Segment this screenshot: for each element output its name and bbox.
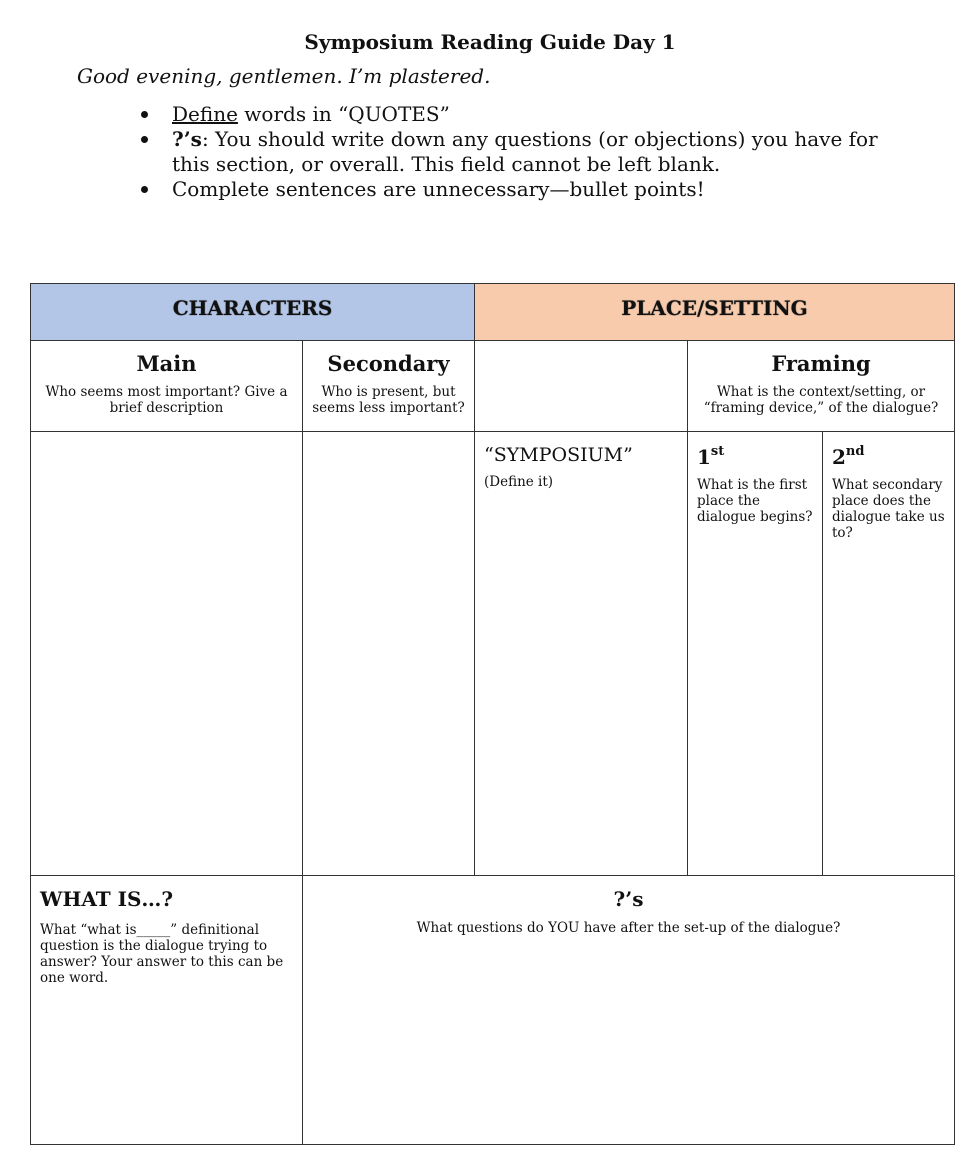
- symposium-desc: (Define it): [484, 474, 554, 490]
- characters-header: [30, 283, 475, 341]
- main-title: Main: [136, 351, 197, 376]
- instruction-lead: Define: [172, 102, 238, 126]
- bullet-icon: [141, 186, 148, 193]
- secondary-title: Secondary: [327, 351, 450, 376]
- second-place-title: [832, 444, 954, 469]
- instruction-text: : You should write down any questions (or objections) you have for this section, or overall. This field cannot be left blank.: [172, 127, 878, 176]
- second-place-cell[interactable]: [822, 431, 955, 876]
- what-is-title: WHAT IS…?: [40, 887, 174, 911]
- symposium-title: “SYMPOSIUM”: [484, 444, 633, 466]
- first-number: 1: [697, 445, 711, 469]
- instruction-text: words in “QUOTES”: [237, 102, 450, 126]
- instruction-bullets: [141, 177, 901, 202]
- framing-title: Framing: [771, 351, 871, 376]
- instruction-text: Complete sentences are unnecessary—bullet points!: [172, 177, 705, 201]
- secondary-desc: Who is present, but seems less important?: [312, 384, 465, 416]
- main-desc: Who seems most important? Give a brief description: [45, 384, 288, 416]
- bullet-icon: [141, 136, 148, 143]
- place-blank-head: [474, 340, 688, 432]
- page-title: Symposium Reading Guide Day 1: [304, 30, 676, 54]
- second-number: 2: [832, 445, 846, 469]
- second-suffix: nd: [845, 444, 865, 459]
- characters-header-label: CHARACTERS: [172, 296, 333, 320]
- instruction-define: [141, 102, 901, 127]
- framing-column-head: [687, 340, 955, 432]
- framing-desc: What is the context/setting, or “framing device,” of the dialogue?: [703, 384, 939, 416]
- bullet-icon: [141, 111, 148, 118]
- place-setting-header-label: PLACE/SETTING: [621, 296, 808, 320]
- secondary-column-head: [302, 340, 475, 432]
- instruction-lead: ?’s: [172, 127, 202, 151]
- questions-cell[interactable]: [302, 875, 955, 1145]
- main-column-head: [30, 340, 303, 432]
- first-place-desc: What is the first place the dialogue begins?: [697, 477, 813, 525]
- symposium-cell[interactable]: [474, 431, 688, 876]
- instruction-questions: [141, 127, 901, 177]
- place-setting-header: [474, 283, 955, 341]
- questions-title: ?’s: [613, 887, 644, 911]
- first-place-cell[interactable]: [687, 431, 823, 876]
- page-subtitle: Good evening, gentlemen. I’m plastered.: [77, 64, 491, 88]
- questions-desc: What questions do YOU have after the set-up of the dialogue?: [416, 920, 841, 936]
- what-is-desc: What “what is_____” definitional question is the dialogue trying to answer? Your answer to this can be one word.: [40, 922, 284, 986]
- first-place-title: [697, 444, 822, 469]
- main-answer-cell[interactable]: [30, 431, 303, 876]
- instruction-list: [141, 102, 901, 202]
- what-is-cell[interactable]: [30, 875, 303, 1145]
- first-suffix: st: [710, 444, 725, 459]
- secondary-answer-cell[interactable]: [302, 431, 475, 876]
- second-place-desc: What secondary place does the dialogue take us to?: [832, 477, 945, 541]
